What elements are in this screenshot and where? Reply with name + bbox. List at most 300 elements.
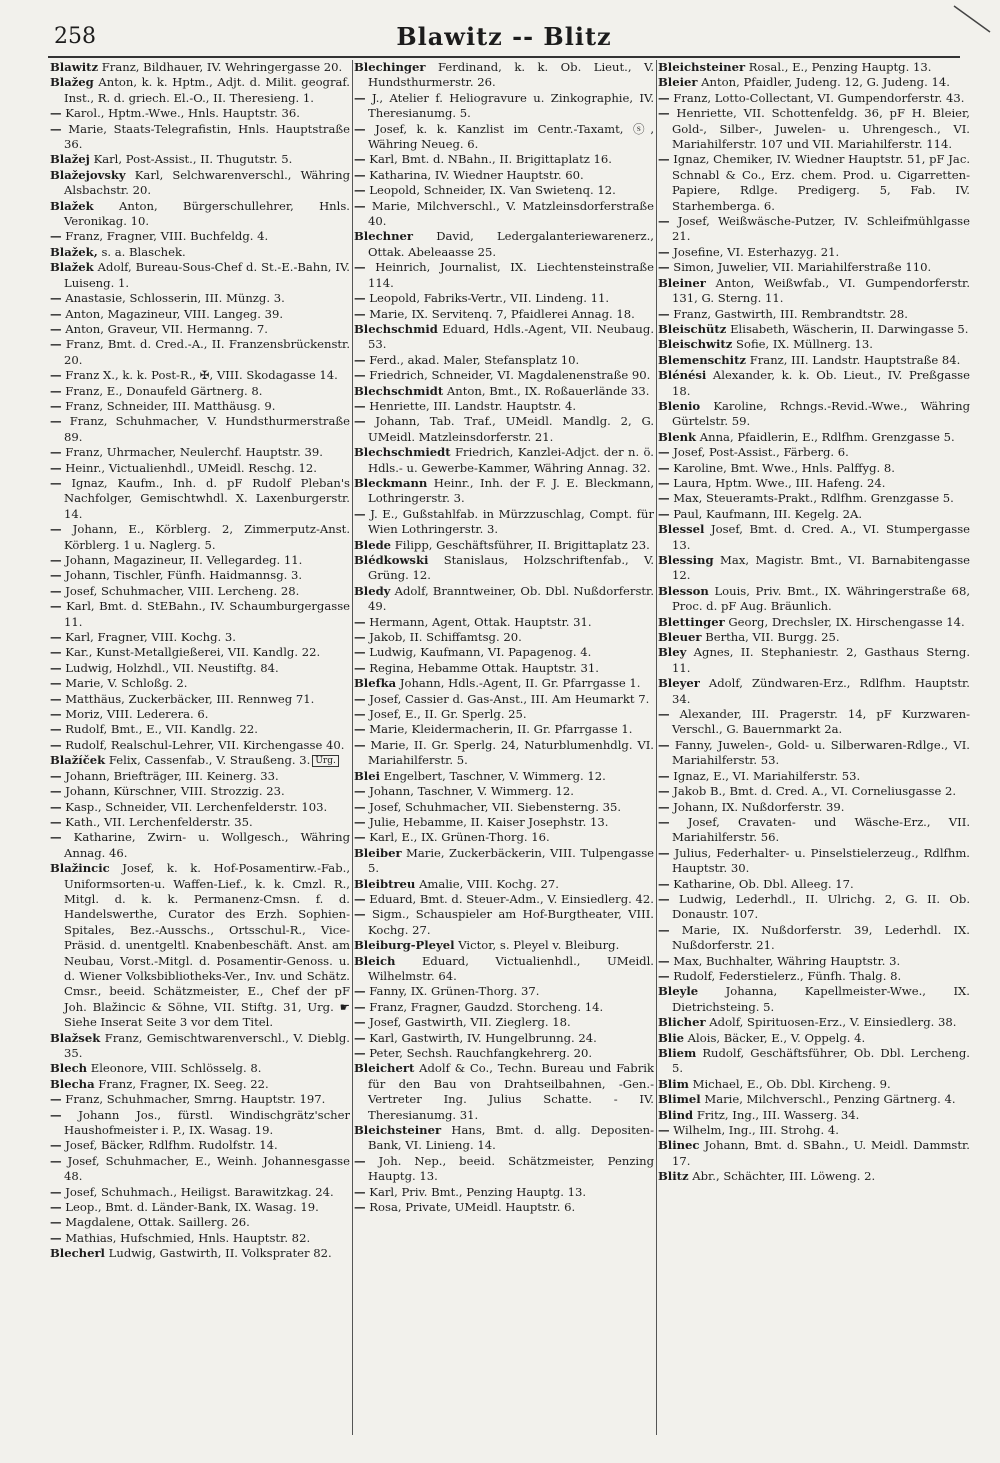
directory-entry [658,1092,970,1107]
entry-details: Victor, s. Pleyel v. Bleiburg. [458,938,620,953]
directory-entry [50,368,350,383]
entry-surname: Bleier [658,75,698,90]
entry-details: Franz, Schneider, III. Matthäusg. 9. [65,398,276,413]
entry-surname: — [354,984,366,999]
directory-entry [658,846,970,877]
directory-entry [50,861,350,1030]
directory-entry [658,738,970,769]
entry-details: Franz, Fragner, IX. Seeg. 22. [98,1076,269,1091]
entry-surname: — [354,1015,366,1030]
entry-details: Felix, Cassenfab., V. Straußeng. 3. [108,753,311,768]
entry-details: Jakob, II. Schiffamtsg. 20. [369,630,522,645]
entry-details: Johann, IX. Nußdorferstr. 39. [673,799,845,814]
directory-entry [354,661,654,676]
entry-surname: Bleichsteiner [354,1123,442,1138]
entry-details: Eleonore, VIII. Schlösselg. 8. [90,1061,262,1076]
entry-surname: — [354,999,366,1014]
entry-surname: Blechschmidt [354,383,444,398]
entry-details: Max, Buchhalter, Währing Hauptstr. 3. [673,953,901,968]
directory-entry [50,322,350,337]
entry-details: Katharine, Zwirn- u. Wollgesch., Währing Annag. 46. [64,830,350,860]
entry-surname: — [50,691,62,706]
directory-entry [354,1061,654,1123]
entry-details: Mathias, Hufschmied, Hnls. Hauptstr. 82. [65,1230,311,1245]
entry-surname: Bleich [354,953,396,968]
entry-details: Ludwig, Holzhdl., VII. Neustiftg. 84. [65,660,279,675]
entry-details: Kasp., Schneider, VII. Lerchenfelderstr. 103. [65,799,328,814]
entry-surname: — [354,645,366,660]
entry-details: Anton, k. k. Hptm., Adjt. d. Milit. geograf. Inst., R. d. griech. El.-O., II. Theresieng. 1. [64,75,350,105]
page-header [48,22,960,58]
entry-surname: — [658,814,670,829]
directory-entry [354,122,654,153]
entry-surname: — [50,583,62,598]
entry-surname: Blim [658,1076,689,1091]
entry-surname: Blažincic [50,861,110,876]
directory-entry [354,199,654,230]
directory-entry [50,769,350,784]
entry-surname: — [50,475,62,490]
column-right [658,60,970,1435]
entry-surname: Blenio [658,398,701,413]
entry-surname: — [50,645,62,660]
directory-entry [658,307,970,322]
entry-details: Anton, Weißwfab., VI. Gumpendorferstr. 131, G. Sterng. 11. [672,275,970,306]
directory-entry [658,676,970,707]
entry-details: Max, Magistr. Bmt., VI. Barnabitengasse 12. [672,553,970,583]
entry-details: Ignaz, Kaufm., Inh. d. pF Rudolf Pleban's Nachfolger, Gemischtwhdl. X. Laxenburgerstr. 14. [64,475,350,521]
entry-details: Fritz, Ing., III. Wasserg. 34. [696,1107,860,1122]
directory-entry [354,815,654,830]
entry-details: Josef, Cassier d. Gas-Anst., III. Am Heumarkt 7. [369,691,650,706]
entry-details: David, Ledergalanteriewarenerz., Ottak. Abeleaasse 25. [368,229,654,259]
entry-surname: Blech [50,1061,88,1076]
directory-entry [354,152,654,167]
entry-surname: — [50,768,62,783]
entry-details: Rudolf, Federstielerz., Fünfh. Thalg. 8. [673,968,902,983]
entry-surname: — [50,1184,62,1199]
entry-details: Agnes, II. Stephaniestr. 2, Gasthaus Sterng. 11. [672,645,970,675]
entry-details: Johann, Tischler, Fünfh. Haidmannsg. 3. [65,568,303,583]
entry-surname: — [354,152,366,167]
entry-details: Marie, Milchverschl., V. Matzleinsdorferstraße 40. [368,198,654,229]
entry-surname: — [354,830,366,845]
entry-details: Karol., Hptm.-Wwe., Hnls. Hauptstr. 36. [65,106,300,121]
entry-details: Regina, Hebamme Ottak. Hauptstr. 31. [369,660,599,675]
directory-entry [354,1123,654,1154]
entry-details: Sigm., Schauspieler am Hof-Burgtheater, VIII. Kochg. 27. [368,907,654,937]
entry-details: J. E., Gußstahlfab. in Mürzzuschlag, Compt. für Wien Lothringerstr. 3. [368,506,654,537]
entry-surname: — [354,630,366,645]
directory-entry [658,645,970,676]
entry-surname: — [658,214,670,229]
entry-surname: — [658,90,670,105]
entry-surname: Bleckmann [354,475,428,490]
directory-entry [50,553,350,568]
entry-details: Anna, Pfaidlerin, E., Rdlfhm. Grenzgasse 5. [699,429,955,444]
entry-details: Johann, Taschner, V. Wimmerg. 12. [369,784,574,799]
entry-details: Josef, Schuhmach., Heiligst. Barawitzkag. 24. [65,1184,334,1199]
directory-entry [354,91,654,122]
entry-details: Alois, Bäcker, E., V. Oppelg. 4. [687,1030,866,1045]
entry-surname: Bleyer [658,676,700,691]
directory-entry [50,800,350,815]
entry-details: Adolf & Co., Techn. Bureau und Fabrik für den Bau von Drahtseilbahnen, -Gen.-Vertreter Ing. Julius Schatte. - IV. Theresianumg. 31. [368,1061,654,1122]
entry-surname: — [354,707,366,722]
directory-entry [658,984,970,1015]
entry-details: Fanny, IX. Grünen-Thorg. 37. [369,984,540,999]
directory-entry [354,229,654,260]
entry-details: Adolf, Spirituosen-Erz., V. Einsiedlerg. 38. [709,1015,957,1030]
entry-surname: — [658,968,670,983]
entry-details: Adolf, Zündwaren-Erz., Rdlfhm. Hauptstr. 34. [672,676,970,706]
entry-surname: Bleiner [658,275,706,290]
entry-details: Joh. Nep., beeid. Schätzmeister, Penzing Hauptg. 13. [368,1153,654,1184]
directory-entry [354,168,654,183]
directory-entry [354,707,654,722]
entry-details: s. a. Blaschek. [101,244,186,259]
entry-details: Franz, Gemischtwarenverschl., V. Dieblg. 35. [64,1030,350,1060]
entry-details: Elisabeth, Wäscherin, II. Darwingasse 5. [730,321,969,336]
entry-details: Heinr., Victualienhdl., UMeidl. Reschg. 12. [65,460,317,475]
entry-details: Kath., VII. Lerchenfelderstr. 35. [65,814,253,829]
entry-surname: Blechschmiedt [354,445,451,460]
header-rule [48,56,960,58]
entry-surname: Bleichert [354,1061,415,1076]
entry-surname: — [50,306,62,321]
entry-details: Franz, Schuhmacher, Smrng. Hauptstr. 197. [65,1092,326,1107]
directory-entry [50,461,350,476]
column-left [50,60,350,1435]
entry-details: Josef, E., II. Gr. Sperlg. 25. [369,707,527,722]
entry-surname: Blažíček [50,753,106,768]
entry-details: Peter, Sechsh. Rauchfangkehrerg. 20. [369,1046,593,1060]
directory-entry [658,615,970,630]
directory-entry [354,445,654,476]
directory-entry [354,907,654,938]
entry-surname: — [50,830,62,845]
entry-details: Marie, Staats-Telegrafistin, Hnls. Hauptstraße 36. [64,121,350,152]
entry-details: Karl, Bmt. d. NBahn., II. Brigittaplatz 16. [369,152,612,167]
entry-surname: — [50,445,62,460]
entry-details: Marie, Zuckerbäckerin, VIII. Tulpengasse 5. [368,845,654,876]
entry-surname: Bliem [658,1046,697,1060]
entry-details: Franz, Bmt. d. Cred.-A., II. Franzensbrückenstr. 20. [64,337,350,367]
entry-details: Jakob B., Bmt. d. Cred. A., VI. Corneliusgasse 2. [673,784,957,799]
entry-surname: — [354,306,366,321]
entry-details: Eduard, Bmt. d. Steuer-Adm., V. Einsiedlerg. 42. [369,891,654,906]
entry-surname: — [354,368,366,383]
directory-entry [658,954,970,969]
entry-surname: — [50,321,62,336]
entry-surname: Blemenschitz [658,352,747,367]
column-middle [354,60,654,1435]
directory-entry [354,738,654,769]
entry-details: Anton, Bürgerschullehrer, Hnls. Veronikag. 10. [64,198,350,229]
entry-surname: Blažek [50,260,94,275]
entry-details: Anton, Graveur, VII. Hermanng. 7. [65,321,268,336]
entry-surname: — [658,475,670,490]
entry-details: Johann Jos., fürstl. Windischgrätz'scher Haushofmeister i. P., IX. Wasag. 19. [64,1107,350,1138]
directory-entry [658,1138,970,1169]
entry-details: Johann, Bmt. d. SBahn., U. Meidl. Dammstr. 17. [672,1138,970,1168]
entry-surname: — [50,121,62,136]
directory-entry [354,1185,654,1200]
directory-entry [658,707,970,738]
entry-surname: Bleichsteiner [658,60,746,74]
entry-surname: — [354,352,366,367]
entry-details: Rosa, Private, UMeidl. Hauptstr. 6. [369,1200,576,1215]
entry-surname: — [50,414,62,429]
entry-details: Karl, Bmt. d. StEBahn., IV. Schaumburgergasse 11. [64,599,350,629]
entry-surname: Blédkowski [354,553,429,567]
directory-entry [50,445,350,460]
entry-surname: — [658,491,670,506]
directory-entry [658,892,970,923]
directory-entry [354,399,654,414]
directory-entry [50,1138,350,1153]
directory-entry [354,1031,654,1046]
entry-details: Julie, Hebamme, II. Kaiser Josephstr. 13. [369,814,609,829]
entry-surname: — [354,121,366,136]
entry-details: Josef, Schuhmacher, VIII. Lercheng. 28. [65,583,300,598]
entry-details: Amalie, VIII. Kochg. 27. [419,876,559,891]
entry-surname: Blenk [658,429,697,444]
directory-entry [658,91,970,106]
directory-entry [354,183,654,198]
entry-details: Hermann, Agent, Ottak. Hauptstr. 31. [369,614,592,629]
directory-entry [658,445,970,460]
entry-details: Franz, Bildhauer, IV. Wehringergasse 20. [101,60,343,74]
entry-surname: Bley [658,645,687,660]
entry-surname: Blažek [50,198,94,213]
entry-details: Henriette, III. Landstr. Hauptstr. 4. [369,398,577,413]
entry-surname: — [354,660,366,675]
entry-surname: — [354,506,366,521]
entry-details: Sofie, IX. Müllnerg. 13. [736,337,873,352]
entry-details: Josef, Weißwäsche-Putzer, IV. Schleifmühlgasse 21. [672,214,970,244]
directory-entry [354,1000,654,1015]
directory-entry [658,337,970,352]
entry-surname: Blind [658,1107,694,1122]
entry-surname: Bleyle [658,984,699,999]
directory-entry [50,784,350,799]
entry-surname: — [658,244,670,259]
entry-details: Josefine, VI. Esterhazyg. 21. [673,244,840,259]
entry-surname: — [50,784,62,799]
entry-details: Johann, Tab. Traf., UMeidl. Mandlg. 2, G. UMeidl. Matzleinsdorferstr. 21. [368,414,654,444]
entry-surname: — [658,799,670,814]
entry-details: Karoline, Rchngs.-Revid.-Wwe., Währing Gürtelstr. 59. [672,398,970,429]
entry-surname: — [50,676,62,691]
entry-surname: — [50,568,62,583]
entry-surname: — [354,784,366,799]
directory-entry [50,1092,350,1107]
entry-details: Josef, Bäcker, Rdlfhm. Rudolfstr. 14. [65,1138,278,1153]
entry-details: Johanna, Kapellmeister-Wwe., IX. Dietrichsteing. 5. [672,984,970,1014]
directory-entry [354,291,654,306]
entry-details: Friedrich, Kanzlei-Adjct. der n. ö. Hdls.- u. Gewerbe-Kammer, Währing Annag. 32. [368,445,654,475]
directory-entry [50,1077,350,1092]
directory-entry [50,476,350,522]
entry-details: Anton, Pfaidler, Judeng. 12, G. Judeng. 14. [701,75,950,90]
directory-entry [354,476,654,507]
entry-surname: — [354,799,366,814]
directory-entry [50,414,350,445]
directory-entry [354,615,654,630]
directory-entry [50,753,350,768]
entry-details: Josef, Bmt. d. Cred. A., VI. Stumpergasse 13. [672,522,970,552]
directory-entry [658,106,970,152]
entry-surname: — [50,707,62,722]
entry-details: Alexander, k. k. Ob. Lieut., IV. Preßgasse 18. [672,368,970,398]
entry-details: Franz, III. Landstr. Hauptstraße 84. [749,352,961,367]
entry-surname: Bleischwitz [658,337,733,352]
directory-entry [354,1046,654,1061]
directory-entry [658,399,970,430]
directory-entry [354,645,654,660]
directory-entry [50,199,350,230]
entry-details: Ludwig, Gastwirth, II. Volksprater 82. [108,1246,332,1261]
entry-details: Ferd., akad. Maler, Stefansplatz 10. [369,352,580,367]
directory-entry [354,507,654,538]
entry-details: Rudolf, Geschäftsführer, Ob. Dbl. Lercheng. 5. [672,1046,970,1076]
directory-entry [354,322,654,353]
entry-surname: — [658,784,670,799]
entry-surname: — [50,1215,62,1230]
entry-details: Karl, E., IX. Grünen-Thorg. 16. [369,830,550,845]
entry-surname: — [658,306,670,321]
directory-entry [50,1185,350,1200]
directory-entry [354,553,654,584]
entry-details: Magdalene, Ottak. Saillerg. 26. [65,1215,250,1230]
entry-details: Marie, Milchverschl., Penzing Gärtnerg. 4. [704,1092,956,1107]
directory-entry [658,877,970,892]
entry-surname: Blénési [658,368,707,383]
entry-surname: Blie [658,1030,684,1045]
directory-entry [354,368,654,383]
directory-entry [354,846,654,877]
directory-entry [354,784,654,799]
directory-entry [50,599,350,630]
directory-entry [354,692,654,707]
entry-details: Franz, Uhrmacher, Neulerchf. Hauptstr. 39. [65,445,323,460]
directory-entry [50,337,350,368]
directory-entry [658,1015,970,1030]
entry-details: Katharine, Ob. Dbl. Alleeg. 17. [673,876,854,891]
entry-surname: Blefka [354,676,397,691]
directory-entry [50,1200,350,1215]
entry-details: Franz X., k. k. Post-R., ✠, VIII. Skodagasse 14. [65,368,338,383]
entry-details: Rudolf, Bmt., E., VII. Kandlg. 22. [65,722,258,737]
entry-details: Marie, II. Gr. Sperlg. 24, Naturblumenhdlg. VI. Mariahilferstr. 5. [368,737,654,768]
entry-details: Franz, Lotto-Collectant, VI. Gumpendorferstr. 43. [673,90,965,105]
entry-surname: Blažek, [50,244,98,259]
entry-details: Georg, Drechsler, IX. Hirschengasse 14. [728,614,965,629]
entry-surname: — [354,907,366,922]
entry-surname: Blettinger [658,614,725,629]
entry-details: Karoline, Bmt. Wwe., Hnls. Palffyg. 8. [673,460,895,475]
entry-surname: — [50,660,62,675]
page-number: 258 [54,24,96,49]
entry-surname: — [50,1230,62,1245]
entry-details: Engelbert, Taschner, V. Wimmerg. 12. [383,768,606,783]
directory-entry [50,245,350,260]
directory-entry [50,60,350,75]
entry-surname: — [658,460,670,475]
entry-surname: Blažsek [50,1030,101,1045]
entry-surname: — [50,799,62,814]
directory-entry [658,815,970,846]
directory-entry [658,507,970,522]
directory-entry [50,229,350,244]
entry-surname: Blechinger [354,60,426,74]
entry-surname: — [354,1184,366,1199]
entry-surname: — [354,1030,366,1045]
entry-surname: — [50,722,62,737]
entry-details: Leop., Bmt. d. Länder-Bank, IX. Wasag. 19. [65,1200,319,1215]
entry-surname: — [50,814,62,829]
entry-details: Stanislaus, Holzschriftenfab., V. Grüng. 12. [368,553,654,583]
entry-surname: — [50,106,62,121]
entry-details: Ludwig, Lederhdl., II. Ulrichg. 2, G. II. Ob. Donaustr. 107. [672,891,970,922]
directory-entry [658,1077,970,1092]
directory-entry [658,491,970,506]
entry-details: Ignaz, E., VI. Mariahilferstr. 53. [673,768,861,783]
directory-entry [354,722,654,737]
entry-details: Wilhelm, Ing., III. Strohg. 4. [673,1123,839,1138]
entry-surname: — [50,1153,62,1168]
directory-entry [50,815,350,830]
entry-surname: — [354,198,366,213]
directory-entry [658,769,970,784]
entry-surname: — [354,691,366,706]
entry-details: Max, Steueramts-Prakt., Rdlfhm. Grenzgasse 5. [673,491,954,506]
entry-details: Eduard, Hdls.-Agent, VII. Neubaug. 53. [368,321,654,352]
entry-surname: — [658,445,670,460]
entry-details: Karl, Fragner, VIII. Kochg. 3. [65,630,236,645]
entry-details: Henriette, VII. Schottenfeldg. 36, pF H. Bleier, Gold-, Silber-, Juwelen- u. Uhrengesch., VI. Mariahilferstr. 107 und VII. Mariahilferstr. 114. [672,106,970,152]
entry-surname: — [658,922,670,937]
entry-details: Marie, IX. Nußdorferstr. 39, Lederhdl. IX. Nußdorferstr. 21. [672,922,970,953]
entry-surname: Bleiburg-Pleyel [354,938,455,953]
entry-surname: — [50,1200,62,1215]
entry-details: Julius, Federhalter- u. Pinselstielerzeug., Rdlfhm. Hauptstr. 30. [672,845,970,876]
directory-entry [354,830,654,845]
entry-details: Louis, Priv. Bmt., IX. Währingerstraße 68, Proc. d. pF Aug. Bräunlich. [672,583,970,614]
directory-entry [354,954,654,985]
entry-details: Simon, Juwelier, VII. Mariahilferstraße 110. [673,260,932,275]
entry-surname: — [50,291,62,306]
entry-surname: Bledy [354,583,391,598]
directory-entry [658,522,970,553]
directory-entry [658,553,970,584]
entry-details: Bertha, VII. Burgg. 25. [705,630,840,645]
directory-entry [658,923,970,954]
entry-surname: Bleiber [354,845,402,860]
entry-details: Franz, Fragner, VIII. Buchfeldg. 4. [65,229,269,244]
entry-surname: — [50,1107,62,1122]
entry-surname: — [50,337,62,352]
entry-surname: — [658,152,670,167]
entry-surname: — [50,553,62,567]
directory-entry [354,800,654,815]
entry-details: Heinr., Inh. der F. J. E. Bleckmann, Lothringerstr. 3. [368,475,654,506]
directory-entry [658,461,970,476]
directory-entry [658,353,970,368]
entry-details: Leopold, Schneider, IX. Van Swietenq. 12. [369,183,616,198]
entry-surname: — [658,845,670,860]
